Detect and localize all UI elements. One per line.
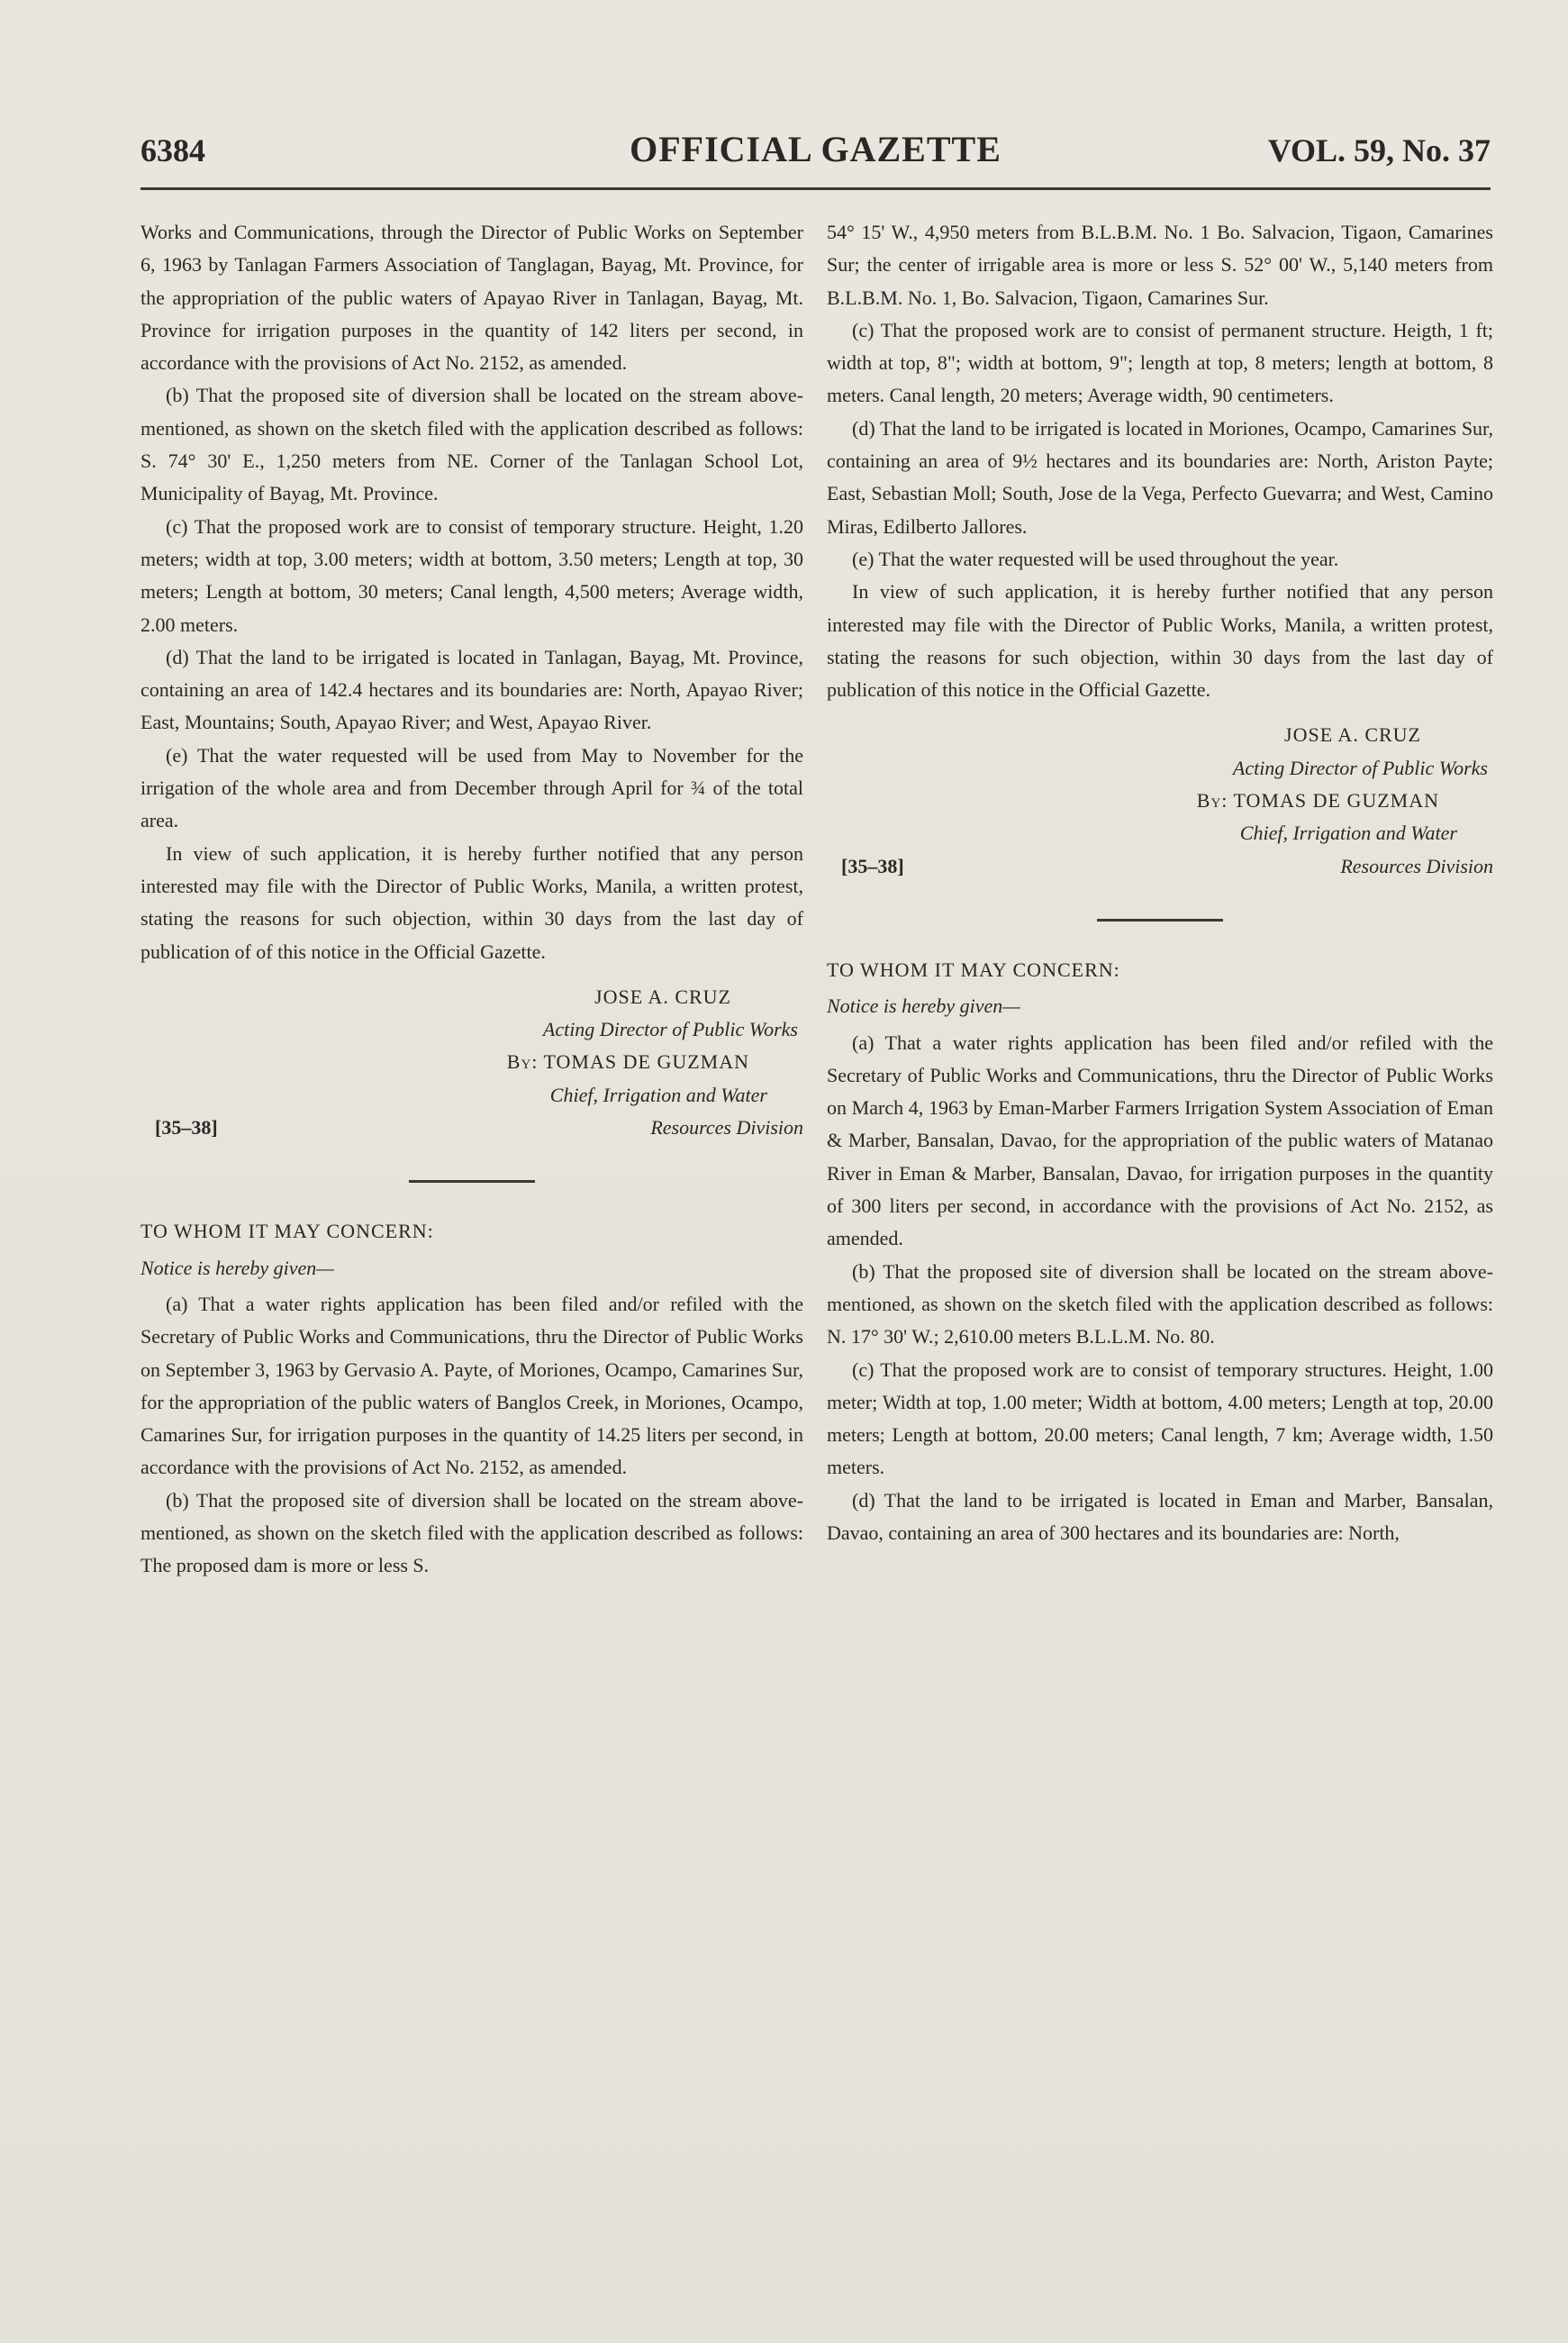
paragraph: (b) That the proposed site of diversion shall be located on the stream above-mentioned, as shown on the sketch filed with the application described as follows: N. 17° 30' W.; 2,610.00 meters B.L.L.M. No. 80. — [827, 1259, 1493, 1349]
reference-number: [35–38] — [841, 854, 904, 877]
section-separator — [1097, 919, 1223, 922]
left-column — [140, 216, 803, 1583]
publication-title: OFFICIAL GAZETTE — [630, 129, 1002, 169]
page-number: 6384 — [140, 132, 205, 168]
signatory-chief: Chief, Irrigation and Water — [549, 1083, 767, 1106]
paragraph: (a) That a water rights application has been filed and/or refiled with the Secretary of Public Works and Communications, thru the Director of Public Works on March 4, 1963 by Eman-Marber Farmers Irrigation System Association of Eman & Marber, Bansalan, Davao, for the appropriation of the public waters of Matanao River in Eman & Marber, Bansalan, Davao, for irrigation purposes in the quantity of 300 liters per second, in accordance with the provisions of Act No. 2152, as amended. — [827, 1031, 1493, 1250]
volume-number: VOL. 59, No. 37 — [1267, 132, 1491, 168]
paragraph: In view of such application, it is hereby further notified that any person interested may file with the Director of Public Works, Manila, a written protest, stating the reasons for such objection, within 30 days from the last day of publication of this notice in the Official Gazette. — [827, 580, 1493, 702]
header-rule — [140, 187, 1491, 190]
concern-heading: TO WHOM IT MAY CONCERN: — [827, 958, 1120, 981]
right-column — [827, 216, 1493, 1549]
signatory-chief: Chief, Irrigation and Water — [1239, 822, 1457, 845]
paragraph: (c) That the proposed work are to consist of temporary structure. Height, 1.20 meters; width at top, 3.00 meters; width at bottom, 3.50 meters; Length at top, 30 meters; Length at bottom, 30 meters; Canal length, 4,500 meters; Average width, 2.00 meters. — [140, 514, 803, 636]
signatory-name: JOSE A. CRUZ — [1284, 723, 1421, 747]
paragraph: In view of such application, it is hereby further notified that any person interested may file with the Director of Public Works, Manila, a written protest, stating the reasons for such objection, within 30 days from the last day of publication of of this notice in the Official Gazette. — [140, 841, 803, 963]
paragraph: (b) That the proposed site of diversion shall be located on the stream above-mentioned, as shown on the sketch filed with the application described as follows: S. 74° 30' E., 1,250 meters from NE. Corner of the Tanlagan School Lot, Municipality of Bayag, Mt. Province. — [140, 384, 803, 505]
concern-heading: TO WHOM IT MAY CONCERN: — [140, 1220, 434, 1243]
section-separator — [409, 1180, 535, 1183]
signatory-name: JOSE A. CRUZ — [594, 985, 731, 1008]
signature-block — [140, 981, 803, 1144]
paragraph: Works and Communications, through the Director of Public Works on September 6, 1963 by Tanlagan Farmers Association of Tanglagan, Bayag, Mt. Province, for the appropriation of the public waters of Apayao River in Tanlagan, Bayag, Mt. Province for irrigation purposes in the quantity of 142 liters per second, in accordance with the provisions of Act No. 2152, as amended. — [140, 221, 803, 375]
notice-line: Notice is hereby given— — [140, 1256, 334, 1279]
page-header — [140, 129, 1491, 177]
signatory-division: Resources Division — [1340, 854, 1493, 877]
paragraph: (d) That the land to be irrigated is located in Moriones, Ocampo, Camarines Sur, containing an area of 9½ hectares and its boundaries are: North, Ariston Payte; East, Sebastian Moll; South, Jose de la Vega, Perfecto Guevarra; and West, Camino Miras, Edilberto Jallores. — [827, 416, 1493, 538]
paragraph: (e) That the water requested will be used from May to November for the irrigation of the whole area and from December through April for ¾ of the total area. — [140, 743, 803, 832]
paragraph: (a) That a water rights application has been filed and/or refiled with the Secretary of Public Works and Communications, thru the Director of Public Works on September 3, 1963 by Gervasio A. Payte, of Moriones, Ocampo, Camarines Sur, for the appropriation of the public waters of Banglos Creek, in Moriones, Ocampo, Camarines Sur, for irrigation purposes in the quantity of 14.25 liters per second, in accordance with the provisions of Act No. 2152, as amended. — [140, 1292, 803, 1479]
paragraph: (d) That the land to be irrigated is located in Eman and Marber, Bansalan, Davao, containing an area of 300 hectares and its boundaries are: North, — [827, 1488, 1493, 1544]
reference-number: [35–38] — [155, 1116, 218, 1140]
paragraph: (b) That the proposed site of diversion shall be located on the stream above-mentioned, as shown on the sketch filed with the application described as follows: The proposed dam is more or less S. — [140, 1488, 803, 1577]
signature-block — [827, 719, 1493, 882]
paragraph: (c) That the proposed work are to consist of temporary structures. Height, 1.00 meter; Width at top, 1.00 meter; Width at bottom, 4.00 meters; Length at top, 20.00 meters; Length at bottom, 20.00 meters; Canal length, 7 km; Average width, 1.50 meters. — [827, 1358, 1493, 1479]
signatory-role: Acting Director of Public Works — [1232, 756, 1488, 779]
signatory-role: Acting Director of Public Works — [542, 1018, 798, 1041]
paragraph: (c) That the proposed work are to consist of permanent structure. Heigth, 1 ft; width at top, 8"; width at bottom, 9"; length at top, 8 meters; length at bottom, 8 meters. Canal length, 20 meters; Average width, 90 centimeters. — [827, 318, 1493, 407]
notice-line: Notice is hereby given— — [827, 994, 1020, 1018]
signatory-by: By: TOMAS DE GUZMAN — [1196, 789, 1439, 813]
signatory-by: By: TOMAS DE GUZMAN — [506, 1050, 749, 1074]
signatory-division: Resources Division — [650, 1116, 803, 1140]
paragraph: 54° 15' W., 4,950 meters from B.L.B.M. No. 1 Bo. Salvacion, Tigaon, Camarines Sur; the center of irrigable area is more or less S. 52° 00' W., 5,140 meters from B.L.B.M. No. 1, Bo. Salvacion, Tigaon, Camarines Sur. — [827, 221, 1493, 309]
paragraph: (e) That the water requested will be used throughout the year. — [852, 547, 1339, 570]
paragraph: (d) That the land to be irrigated is located in Tanlagan, Bayag, Mt. Province, containing an area of 142.4 hectares and its boundaries are: North, Apayao River; East, Mountains; South, Apayao River; and West, Apayao River. — [140, 645, 803, 734]
